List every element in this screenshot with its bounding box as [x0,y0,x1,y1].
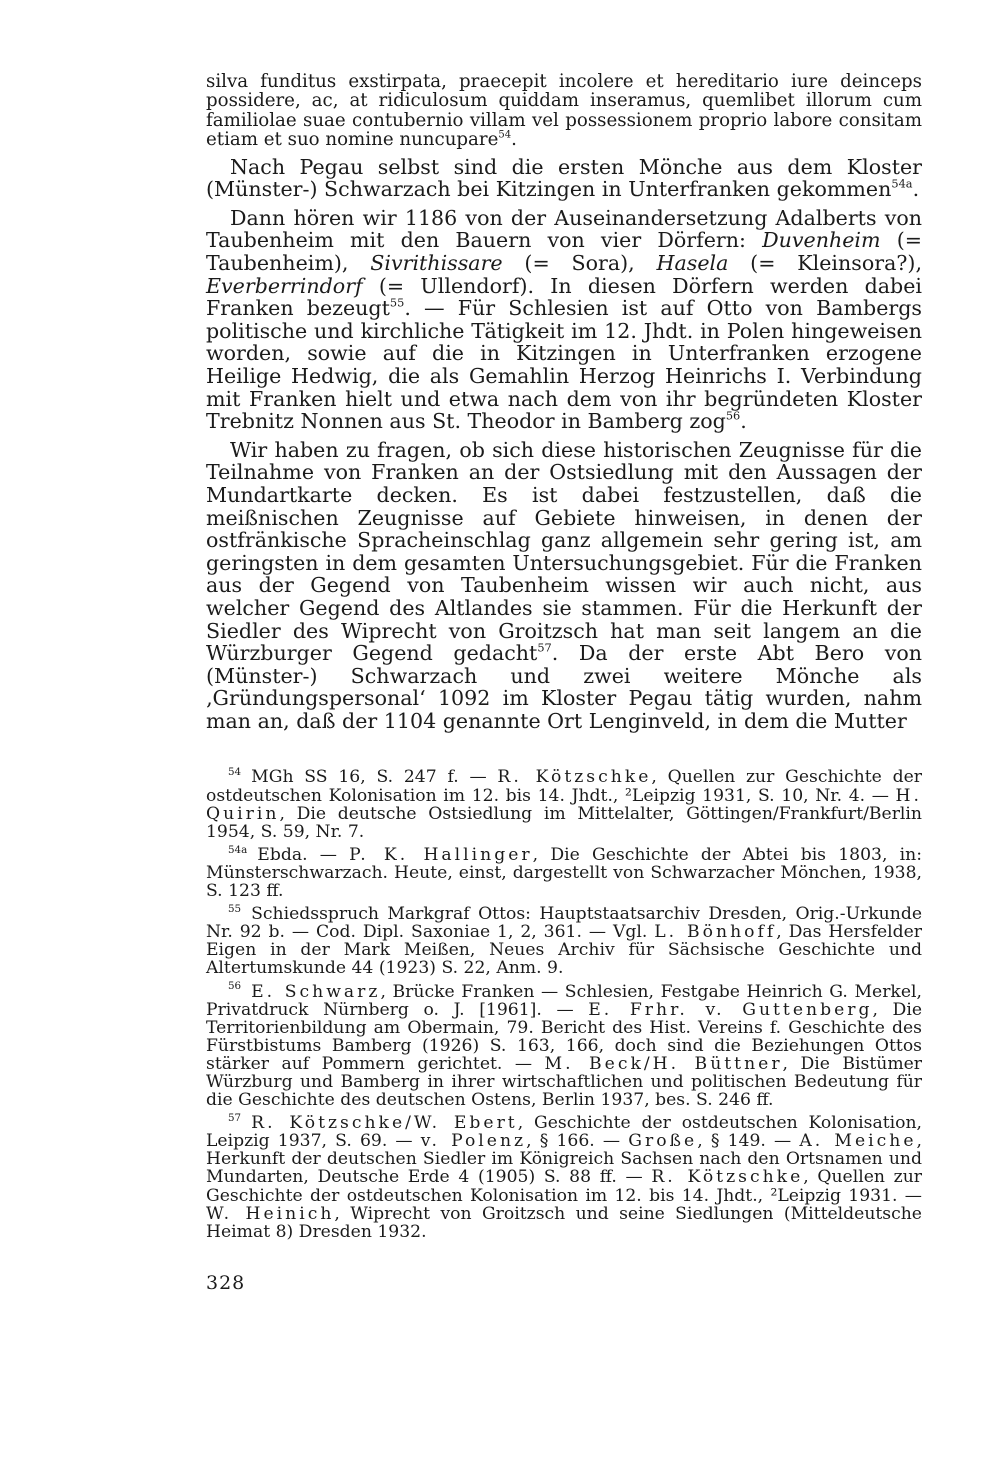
author-name: R. Kötzschke [651,1167,804,1188]
footnote-text: , Die deutsche Ostsiedlung im Mittelalter, Göttingen/Frankfurt/Berlin 1954, S. 59, Nr. 7. [206,803,922,842]
author-name: L. Bönhoff [654,922,777,943]
footnote-text: , Die Bistümer Würzburg und Bamberg in ihrer wirtschaftlichen und politischen Bedeutung für die Geschichte des deutschen Ostens, Berlin 1937, bes. S. 246 ff. [206,1053,922,1111]
author-name: M. Beck/H. Büttner [544,1053,783,1074]
paragraph-text: Wir haben zu fragen, ob sich diese historischen Zeugnisse für die Teilnahme von Franken an der Ostsiedlung mit den Aussagen der Mundartkarte decken. Es ist dabei festzustellen, daß die meißnischen Zeugnisse auf Gebiete hinweisen, in denen der ostfränkische Spracheinschlag ganz allgemein sehr gering ist, am geringsten in dem gesamten Untersuchungsgebiet. Für die Franken aus der Gegend von Taubenheim wissen wir auch nicht, aus welcher Gegend des Altlandes sie stammen. Für die Herkunft der Siedler des Wiprecht von Groitzsch hat man seit langem an die Würzburger Gegend gedacht [206,437,922,666]
place-name: Duvenheim [762,228,881,253]
footnote-54 [206,768,922,840]
footnote-ref[interactable]: 54a [891,176,913,191]
author-name: E. Schwarz [251,981,381,1002]
footnote-text: , Das Hersfelder Eigen in der Mark Meißen, Neues Archiv für Sächsische Geschichte und Altertumskunde 44 (1923) S. 22, Anm. 9. [206,922,922,979]
paragraph-text: Dann hören wir 1186 von der Auseinandersetzung Adalberts von Taubenheim mit den Bauern von vier Dörfern: [206,205,922,253]
footnote-ref[interactable]: 56 [725,408,741,423]
footnote-text: MGh SS 16, S. 247 f. — [251,767,498,788]
place-name: Sivrithissare [370,251,503,275]
footnote-57 [206,1111,922,1242]
footnote-text: Ebda. — [257,844,350,865]
footnote-ref[interactable]: 55 [389,295,405,310]
page-number: 328 [206,1272,246,1294]
author-name: R. Kötzschke [497,767,652,788]
author-name: H. Quirin [206,785,922,824]
author-name: W. Heinich [206,1203,335,1224]
author-name: A. Meiche [799,1131,917,1152]
author-name: E. Frhr. v. Guttenberg [588,999,873,1020]
footnote-text: , Die Geschichte der Abtei bis 1803, in: Münsterschwarzach. Heute, einst, dargestellt von Schwarzacher Mönchen, 1938, S. 123 ff. [206,844,922,902]
footnote-text: Schiedsspruch Markgraf Ottos: Hauptstaatsarchiv Dresden, Orig.-Urkunde Nr. 92 b. — Cod. Dipl. Saxoniae 1, 2, 361. — Vgl. [206,904,922,943]
footnote-text: , Brücke Franken — Schlesien, Festgabe Heinrich G. Merkel, Privatdruck Nürnberg o. J. [1961]. — [206,981,922,1020]
footnote-ref[interactable]: 54 [498,129,512,141]
paragraph-text: . Da der erste Abt Bero von (Münster-) Schwarzach und zwei weitere Mönche als ‚Gründungspersonal‘ 1092 im Kloster Pegau tätig wurden, nahm man an, daß der 1104 genannte Ort Lenginveld, in dem die Mutter [206,641,922,733]
paragraph-text: (= Kleinsora?), [728,251,922,275]
paragraph-zeugnisse [206,439,922,733]
footnote-text: , § 166. — [526,1131,629,1152]
footnote-54a [206,843,922,902]
latin-quote: silva funditus exstirpata, praecepit incolere et hereditario iure deinceps possidere, ac, at ridiculosum quiddam inseramus, quemlibet illorum cum familiolae suae contubernio villam vel possessionem proprio labore consitam etiam et suo nomine nuncupare$^{54}$. [206,71,922,151]
footnote-number: 55 [228,902,242,915]
paragraph-text: Nach Pegau selbst sind die ersten Mönche aus dem Kloster (Münster-) Schwarzach bei Kitzingen in Unterfranken gekommen [206,154,922,202]
paragraph-text: (= Taubenheim), [206,228,922,275]
paragraph-text: (= Ullendorf). In diesen Dörfern werden dabei Franken bezeugt [206,273,922,321]
footnote-number: 54a [228,843,248,856]
footnote-number: 57 [228,1111,242,1124]
author-name: Große [628,1131,698,1152]
footnote-number: 54 [228,766,242,779]
footnote-number: 56 [228,980,242,993]
paragraph-pegau: Nach Pegau selbst sind die ersten Mönche aus dem Kloster (Münster-) Schwarzach bei Kitzingen in Unterfranken gekommen$^{54a}$. [206,154,922,202]
author-name: R. Kötzschke/W. Ebert [251,1113,518,1134]
place-name: Hasela [656,251,729,275]
paragraph-text: (= Sora), [502,251,657,275]
footnote-text: , Die Territorienbildung am Obermain, 79. Bericht des Hist. Vereins f. Geschichte des Fürstbistums Bamberg (1926) S. 163, 166, doch sind die Beziehungen Ottos stärker auf Pommern gerichtet. — [206,999,922,1074]
footnote-ref[interactable]: 57 [537,640,552,655]
quote-text: silva funditus exstirpata, praecepit incolere et hereditario iure deinceps possidere, ac, at ridiculosum quiddam inseramus, quemlibet illorum cum familiolae suae contubernio villam vel possessionem proprio labore consitam etiam et suo nomine nuncupare [206,71,922,151]
footnote-text: , Quellen zur Geschichte der ostdeutschen Kolonisation im 12. bis 14. Jhdt., ²Leipzig 1931. — [206,1167,922,1206]
footnote-text: , Herkunft der deutschen Siedler im Königreich Sachsen nach den Ortsnamen und Mundarten, Deutsche Erde 4 (1905) S. 88 ff. — [206,1131,922,1188]
paragraph-taubenheim: Dann hören wir 1186 von der Auseinandersetzung Adalberts von Taubenheim mit den Bauern von vier Dörfern: Duvenheim (= Taubenheim), Sivrithissare (= Sora), Hasela (= Kleinsora?), Everberrindorf (= Ullendorf). In diesen Dörfern werden dabei Franken bezeugt$^{55}$. — Für Schlesien ist auf Otto von Bambergs politische und kirchliche Tätigkeit im 12. Jhdt. in Polen hingeweisen worden, sowie auf die in Kitzingen in Unterfranken erzogene Heilige Hedwig, die als Gemahlin Herzog Heinrichs I. Verbindung mit Franken hielt und etwa nach dem von ihr begründeten Kloster Trebnitz Nonnen aus St. Theodor in Bamberg zog$^{56}$. [206,205,922,434]
author-name: P. K. Hallinger [349,844,533,865]
footnote-text: , § 149. — [697,1131,800,1152]
author-name: v. Polenz [420,1131,527,1152]
footnote-text: , Geschichte der ostdeutschen Kolonisation, Leipzig 1937, S. 69. — [206,1113,922,1152]
footnote-55 [206,902,922,979]
footnotes [206,768,922,1240]
paragraph-text: . — Für Schlesien ist auf Otto von Bambergs politische und kirchliche Tätigkeit im 12. Jhdt. in Polen hingeweisen worden, sowie auf die in Kitzingen in Unterfranken erzogene Heilige Hedwig, die als Gemahlin Herzog Heinrichs I. Verbindung mit Franken hielt und etwa nach dem von ihr begründeten Kloster Trebnitz Nonnen aus St. Theodor in Bamberg zog [206,296,922,434]
footnote-text: , Wiprecht von Groitzsch und seine Siedlungen (Mitteldeutsche Heimat 8) Dresden 1932. [206,1203,922,1242]
page-body [206,72,922,1246]
footnote-text: , Quellen zur Geschichte der ostdeutschen Kolonisation im 12. bis 14. Jhdt., ²Leipzig 1931, S. 10, Nr. 4. — [206,767,922,806]
place-name: Everberrindorf [206,273,363,298]
footnote-56 [206,980,922,1111]
